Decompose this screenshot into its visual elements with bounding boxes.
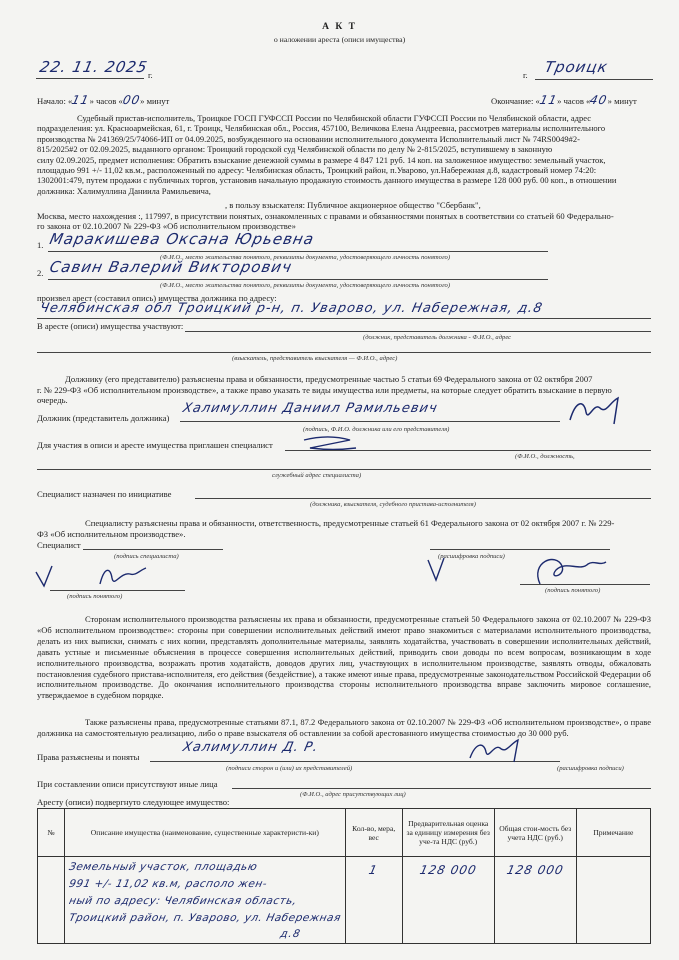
rights-explained-signature	[466, 738, 526, 764]
parties-rights-paragraph: Сторонам исполнительного производства разъяснены их права и обязанности, предусмотренные статьей 50 Федерального закона от 02.10.2007 № 229-ФЗ «Об исполнительном производстве»: стороны при совершении исполнительных действий имеют право знакомиться с материалами исполнительного производства, делать из них выписки, снимать с них копии, представлять дополнительные материалы, заявлять ходатайства, участвовать в совершении исполнительных действий, давать устные и письменные объяснения в процессе совершения исполнительных действий, приводить свои доводы по всем вопросам, возникающим в ходе исполнительного производства, возражать против ходатайств, доводов других лиц, участвующих в исполнительном производстве, заявлять отводы, обжаловать постановления судебного пристава-исполнителя, его действия (бездействие), а также имеют иные права, предусмотренные законодательством Российской Федерации об исполнительном производстве. До окончания исполнительного производства стороны исполнительного производства вправе заключить мировое соглашение, утверждаемое в судебном порядке.	[37, 614, 651, 701]
witness-1-caption: (Ф.И.О., место жительства понятого, реквизиты документа, удостоверяющего личность понятого)	[160, 254, 451, 261]
rights-explained-label: Права разъяснены и поняты	[37, 752, 140, 762]
specialist-initiative-label: Специалист назначен по инициативе	[37, 489, 172, 499]
date-suffix: г.	[148, 70, 153, 80]
specialist-rights-line: ФЗ «Об исполнительном производстве».	[37, 528, 186, 539]
document-subtitle: о наложении ареста (описи имущества)	[273, 35, 406, 44]
witness-1-signature-caption: (подпись понятого)	[67, 593, 123, 600]
item-unit-price-value: 128 000	[418, 863, 479, 877]
debtor-label: Должник (представитель должника)	[37, 413, 170, 423]
intro-line: 815/2025#2 от 02.09.2025, выданного органом: Троицкий городской суд Челябинской области по делу № 2-815/2025, вступившему в законную	[37, 144, 553, 155]
start-time: Начало: «11» часов «00» минут	[37, 93, 170, 107]
header-number: №	[38, 809, 65, 857]
specialist-signature-caption: (подпись специалиста)	[114, 553, 179, 560]
item-total-value: 128 000	[505, 863, 566, 877]
items-table	[37, 808, 651, 944]
intro-line: подразделения: ул. Красноармейская, 61, г. Троицк, Челябинская обл., Россия, 457100, Величкова Елена Андреевна, рассмотрев материалы исполнительного	[37, 123, 606, 134]
recovery-line: , в пользу взыскателя: Публичное акционерное общество "Сбербанк",	[225, 200, 481, 210]
claimant-caption: (взыскатель, представитель взыскателя — Ф.И.О., адрес)	[232, 355, 398, 362]
start-hour: 11	[70, 93, 92, 107]
intro-line: силу 02.09.2025, предмет исполнения: Обратить взыскание денежной суммы в размере 4 847 121 руб. 14 коп. на заложенное имущество: земельный участок,	[37, 154, 606, 165]
intro-line: 1302001:479, путем продажи с публичных торгов, установив начальную продажную стоимость данного имущества в размере 128 000 руб. 00 коп., в отношении	[37, 175, 617, 186]
item-total	[494, 857, 576, 944]
end-time: Окончание: «11» часов «40» минут	[491, 93, 637, 107]
item-note	[576, 857, 650, 944]
specialist-initiative-caption: (должника, взыскателя, судебного пристава-исполнителя)	[310, 501, 476, 508]
specialist-label: Для участия в описи и аресте имущества приглашен специалист	[37, 440, 273, 450]
item-description-line: д.8	[279, 928, 302, 940]
item-description-line: ный по адресу: Челябинская область,	[67, 895, 299, 907]
rights-explained-caption: (подписи сторон и (или) их представителей)	[226, 765, 353, 772]
document-title: А К Т	[322, 22, 357, 32]
place-prefix: г.	[523, 70, 528, 80]
items-intro: Аресту (описи) подвергнуто следующее имущество:	[37, 797, 230, 807]
witness-2-name: Савин Валерий Викторович	[48, 258, 295, 276]
additional-rights-paragraph: Также разъяснены права, предусмотренные статьями 87.1, 87.2 Федерального закона от 02.10.2007 № 229-ФЗ «Об исполнительном производстве», о праве должника на самостоятельную реализацию, либо о праве взыскателя об оставлении за собой арестованного имущества стоимостью до 30 000 руб.	[37, 717, 651, 738]
item-unit-price	[402, 857, 494, 944]
debtor-name: Халимуллин Даниил Рамильевич	[181, 401, 440, 416]
arrest-address: Челябинская обл Троицкий р-н, п. Уварово, ул. Набережная, д.8	[38, 301, 545, 316]
intro-line: производства № 241369/25/74066-ИП от 04.09.2025, возбужденного на основании исполнительного документа Исполнительный лист № 74RS0049#2-	[37, 133, 580, 144]
intro-line: площадью 991 +/- 11,02 кв.м., расположенный по адресу: Челябинская область, Троицкий район, п.Уварово, ул.Набережная д.8, кадастровый номер 74:20:	[37, 165, 597, 176]
hours-word: часов	[563, 96, 584, 106]
rights-line: г. № 229-ФЗ «Об исполнительном производстве», а также право указать те виды имущества или предметы, на которые следует обратить взыскание в первую	[37, 384, 612, 395]
intro-line: должника: Халимуллина Даниила Рамильевича,	[37, 185, 211, 196]
specialist-strike	[300, 434, 360, 454]
item-description-line: Троицкий район, п. Уварово, ул. Набережная	[67, 912, 343, 924]
specialist-address-caption: служебный адрес специалиста)	[272, 472, 362, 479]
participant-label: В аресте (описи) имущества участвуют:	[37, 321, 184, 331]
intro-line: Судебный пристав-исполнитель, Троицкое ГОСП ГУФССП России по Челябинской области ГУФССП России по Челябинской области, адрес	[77, 113, 591, 123]
hours-word: часов	[96, 96, 117, 106]
act-date: 22. 11. 2025	[38, 58, 150, 76]
debtor-signature	[566, 394, 636, 428]
start-label: Начало:	[37, 96, 66, 106]
arrest-line: произвел арест (составил опись) имущества должника по адресу:	[37, 293, 277, 303]
header-unit-price: Предварительная оценка за единицу измерения без уче-та НДС (руб.)	[402, 809, 494, 857]
item-number	[38, 857, 65, 944]
specialist-caption: (Ф.И.О., должность,	[515, 453, 575, 460]
header-quantity: Кол-во, мера, вес	[345, 809, 402, 857]
item-quantity-value: 1	[367, 863, 380, 877]
witness-2-signature-caption: (подпись понятого)	[545, 587, 601, 594]
item-description-line: Земельный участок, площадью	[67, 861, 259, 873]
others-label: При составлении описи присутствуют иные лица	[37, 779, 218, 789]
table-row	[38, 857, 651, 944]
others-caption: (Ф.И.О., адрес присутствующих лиц)	[300, 791, 406, 798]
rights-line: очередь.	[37, 395, 68, 406]
item-description-line: 991 +/- 11,02 кв.м, располо жен-	[67, 878, 269, 890]
item-quantity	[345, 857, 402, 944]
decode-caption: (расшифровка подписи)	[438, 553, 505, 560]
specialist-rights-line: Специалисту разъяснены права и обязанности, ответственность, предусмотренные статьей 61 Федерального закона от 02 октября 2007 г. № 229-	[85, 518, 615, 528]
header-note: Примечание	[576, 809, 650, 857]
table-header-row	[38, 809, 651, 857]
end-minute: 40	[588, 93, 610, 107]
intro-paragraph	[37, 113, 616, 196]
witness-1-name: Маракишева Оксана Юрьевна	[48, 230, 317, 248]
item-description	[65, 857, 346, 944]
rights-explained-name: Халимуллин Д. Р.	[181, 740, 320, 755]
header-total: Общая стои-мость без учета НДС (руб.)	[494, 809, 576, 857]
participant-caption: (должник, представитель должника - Ф.И.О., адрес	[363, 334, 512, 341]
specialist-rights-paragraph	[37, 518, 614, 539]
location-line-1: Москва, место нахождения :, 117997, в присутствии понятых, ознакомленных с правами и обязанностями понятых в соответствии со статьей 60 Федерально-	[37, 211, 614, 221]
minutes-word: минут	[614, 96, 637, 106]
end-hour: 11	[538, 93, 559, 107]
specialist-signature-label: Специалист	[37, 540, 81, 550]
decode-caption: (расшифровка подписи)	[557, 765, 624, 772]
act-place: Троицк	[543, 58, 610, 76]
witness-2-number: 2.	[37, 268, 44, 278]
header-description: Описание имущества (наименование, существенные характеристи-ки)	[65, 809, 346, 857]
rights-line: Должнику (его представителю) разъяснены права и обязанности, предусмотренные частью 5 статьи 69 Федерального закона от 02 октября 2007	[65, 374, 593, 384]
witness-2-caption: (Ф.И.О., место жительства понятого, реквизиты документа, удостоверяющего личность понятого)	[160, 282, 451, 289]
minutes-word: минут	[146, 96, 170, 106]
witness-1-number: 1.	[37, 240, 44, 250]
start-minute: 00	[121, 93, 142, 107]
location-line-2: го закона от 02.10.2007 № 229-ФЗ «Об исполнительном производстве»	[37, 221, 296, 231]
debtor-caption: (подпись, Ф.И.О. должника или его представителя)	[303, 426, 450, 433]
end-label: Окончание:	[491, 96, 534, 106]
